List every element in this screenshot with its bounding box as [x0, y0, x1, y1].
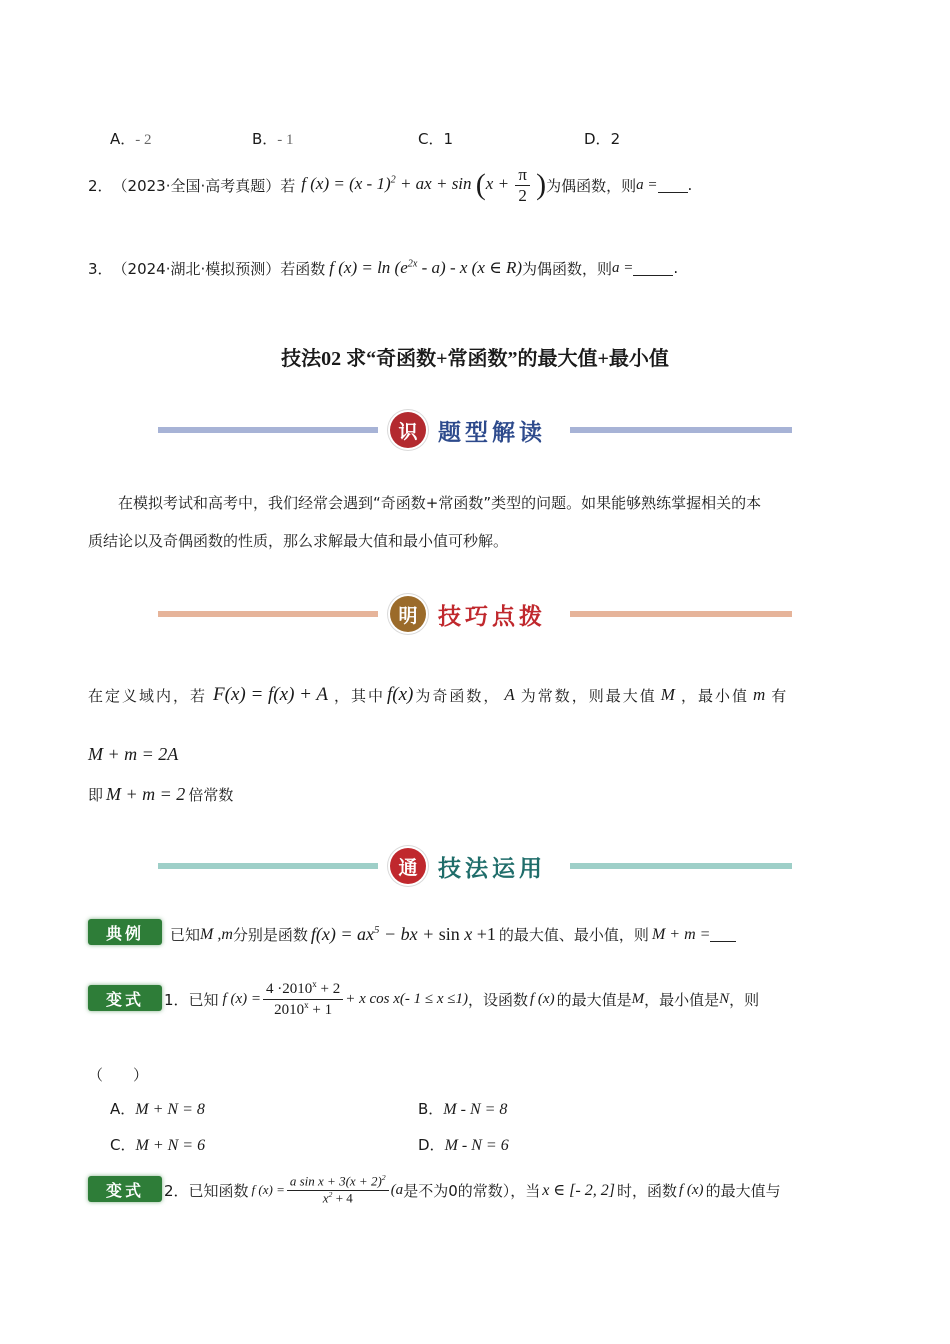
text: 2．已知函数: [164, 1181, 249, 1200]
variant-1-tag: 变式: [88, 985, 162, 1011]
banner-question-type: [158, 410, 792, 450]
period: .: [673, 259, 679, 277]
variant-1-option-b[interactable]: [418, 1098, 507, 1119]
q1-option-a: [110, 128, 152, 149]
question-3: [88, 248, 678, 288]
question-source: （2023·全国·高考真题）若: [112, 176, 296, 195]
variant-1-text: [164, 976, 759, 1022]
answer-blank[interactable]: [633, 261, 673, 276]
text: 已知: [170, 926, 201, 944]
variant-1-paren: （ ）: [88, 1066, 149, 1084]
divider-line: [570, 427, 792, 433]
example-tag: 典例: [88, 919, 162, 945]
divider-line: [570, 611, 792, 617]
q1-option-c: [418, 128, 453, 149]
intro-line-1: 在模拟考试和高考中，我们经常会遇到“奇函数+常函数”类型的问题。如果能够熟练掌握相关的本: [118, 494, 762, 512]
intro-line-2: 质结论以及奇偶函数的性质，那么求解最大值和最小值可秒解。: [88, 532, 509, 550]
m: m: [752, 685, 768, 704]
badge-ming-icon: 明: [390, 596, 426, 632]
example-formula: $f(x) = ax^5$ − bx + sin x +1: [310, 924, 496, 944]
question-tail: 为偶函数，则: [546, 176, 637, 195]
question-tail: 为偶函数，则: [522, 259, 613, 278]
example-text: [170, 924, 736, 945]
q2-formula: f (x) = (x - 1)$^2$ + ax + sin (x + $\frac{\pi}{2}$ ): [301, 164, 547, 205]
variant-1-formula: f (x) = $\frac{4 \cdot 2010^x + 2}{2010^x + 1}$ + x cos x(- 1 ≤ x ≤1): [222, 979, 468, 1018]
tips-line-3: [88, 784, 233, 805]
fx: f (x): [678, 1181, 704, 1198]
text: 1．已知: [164, 990, 219, 1009]
q3-formula: f $(x) = \ln (e^{2x} - a) - x$ (x ∈ R): [329, 258, 523, 277]
banner-text: 技法运用: [438, 855, 546, 882]
option-value: - 1: [277, 132, 294, 148]
M: M: [660, 685, 677, 704]
option-label: B．: [252, 130, 278, 148]
banner-text: 题型解读: [438, 419, 546, 446]
option-value: 2: [610, 130, 621, 148]
text: ，最小值: [680, 686, 749, 705]
variant-1-option-a[interactable]: [110, 1098, 205, 1119]
q1-option-b: [252, 128, 294, 149]
option-label: D．: [418, 1136, 445, 1154]
option-value: M - N = 8: [443, 1101, 508, 1118]
text: 时，函数: [616, 1181, 677, 1200]
text: ，最小值是: [644, 990, 720, 1009]
badge-tong-icon: 通: [390, 848, 426, 884]
question-source: （2024·湖北·模拟预测）若函数: [112, 259, 326, 278]
eq: M + m =: [651, 925, 711, 943]
divider-line: [158, 611, 378, 617]
variant-2-formula: f (x) = $\frac{a \sin x + 3(x + 2)^2}{x^2 + 4}$ (a: [251, 1173, 404, 1205]
tips-line-1: [88, 684, 788, 706]
text: 为奇函数，: [415, 686, 501, 705]
section-title: 技法02 求“奇函数+常函数”的最大值+最小值: [281, 348, 669, 370]
option-value: - 2: [135, 132, 152, 148]
M: M: [631, 990, 645, 1007]
option-label: D．: [584, 130, 611, 148]
text: ，其中: [333, 686, 385, 705]
question-2: [88, 162, 692, 208]
option-value: M + N = 8: [135, 1101, 205, 1118]
text: 分别是函数: [232, 926, 308, 944]
Mm: M ,m: [200, 925, 233, 943]
question-number: 2．: [88, 176, 113, 195]
answer-blank[interactable]: [658, 178, 688, 193]
banner-text: 技巧点拨: [438, 603, 546, 630]
divider-line: [570, 863, 792, 869]
text: 即: [88, 786, 104, 804]
banner-tips: [158, 594, 792, 634]
q1-option-d: [584, 128, 620, 149]
domain: x ∈ [- 2, 2]: [542, 1182, 615, 1199]
option-label: A．: [110, 130, 136, 148]
variant-2-tag: 变式: [88, 1176, 162, 1202]
text: 的最大值与: [705, 1181, 781, 1200]
F-formula: F(x) = f(x) + A: [213, 684, 328, 705]
divider-line: [158, 427, 378, 433]
option-label: A．: [110, 1100, 136, 1118]
eq2: M + m = 2: [106, 784, 186, 804]
option-value: M - N = 6: [444, 1137, 509, 1154]
q2-a: a =: [636, 176, 658, 193]
variant-1-option-c[interactable]: [110, 1134, 205, 1155]
text: 为常数，则最大值: [520, 686, 657, 705]
period: .: [687, 176, 693, 194]
A: A: [504, 685, 517, 704]
N: N: [719, 990, 730, 1007]
badge-shi-icon: 识: [390, 412, 426, 448]
text: ，设函数: [468, 990, 529, 1009]
fx: f (x): [530, 990, 555, 1007]
text: 是不为0的常数），当: [403, 1181, 541, 1200]
text: ，则: [729, 990, 760, 1009]
fx: f(x): [387, 684, 414, 705]
banner-application: [158, 846, 792, 886]
text: 在定义域内，若: [88, 686, 208, 705]
text: 的最大值、最小值，则: [498, 926, 649, 944]
text: 的最大值是: [556, 990, 632, 1009]
q3-a: a =: [612, 259, 634, 276]
question-number: 3．: [88, 259, 113, 278]
text: 有: [771, 686, 789, 705]
option-label: B．: [418, 1100, 444, 1118]
text: 倍常数: [188, 786, 234, 804]
answer-blank[interactable]: [710, 927, 736, 942]
divider-line: [158, 863, 378, 869]
variant-2-text: [164, 1170, 781, 1210]
tips-eq-1: M + m = 2A: [88, 744, 179, 764]
variant-1-option-d[interactable]: [418, 1134, 509, 1155]
option-value: 1: [443, 130, 454, 148]
option-label: C．: [418, 130, 444, 148]
option-value: M + N = 6: [135, 1137, 206, 1154]
option-label: C．: [110, 1136, 136, 1154]
